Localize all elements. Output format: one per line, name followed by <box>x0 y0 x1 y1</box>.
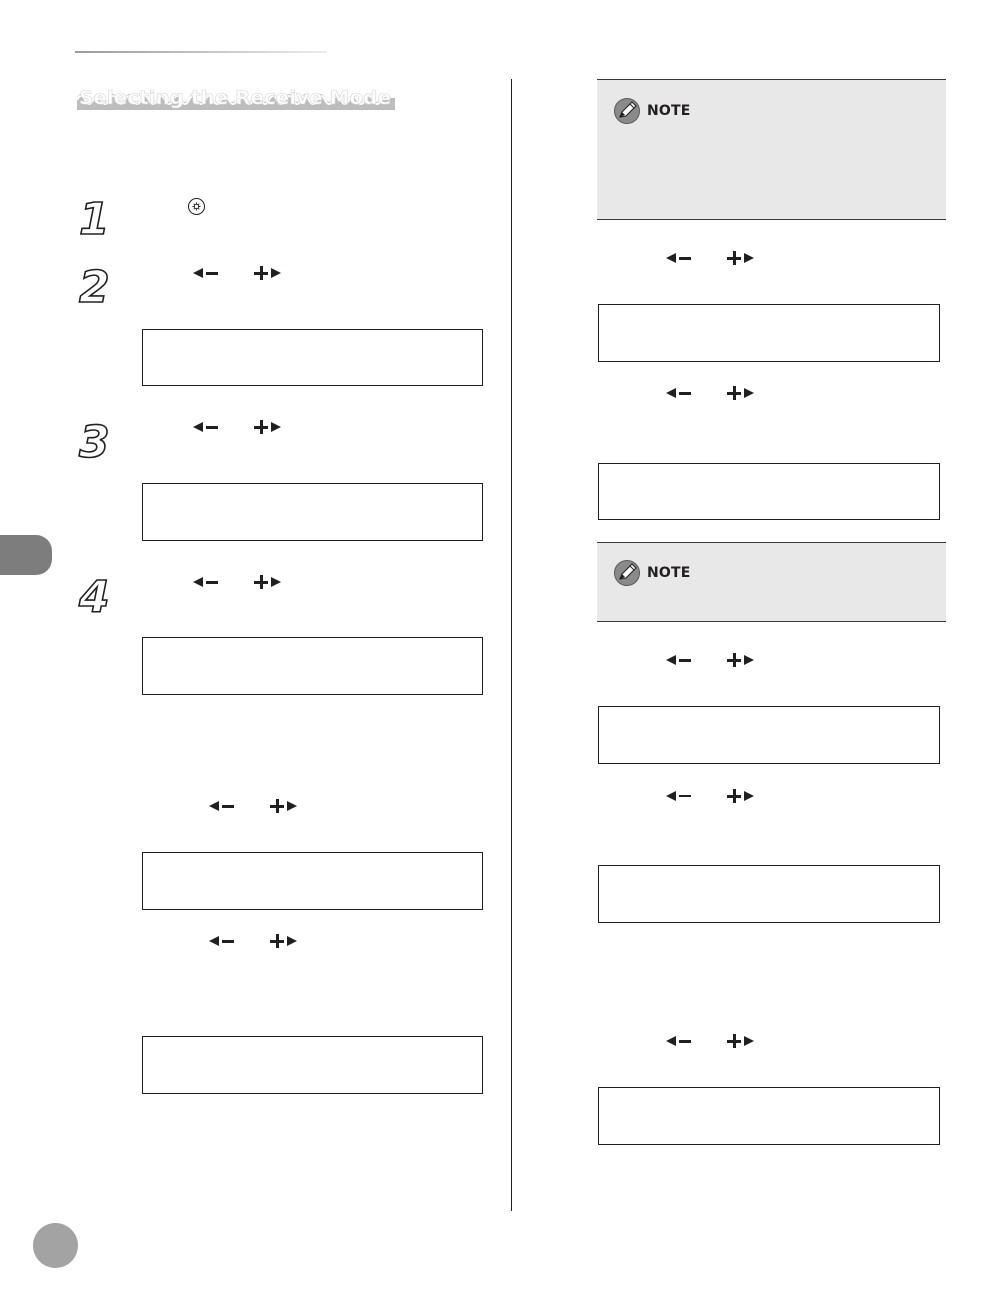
plus-right-arrow-icon <box>254 575 281 589</box>
right-a-button-pair <box>666 248 754 268</box>
right-e-button-pair <box>666 1031 754 1051</box>
chapter-tab <box>0 535 52 575</box>
column-divider <box>511 79 512 1211</box>
step-2-button-pair <box>193 263 281 283</box>
substep-a-button-pair <box>209 796 297 816</box>
note-box-2 <box>597 542 946 622</box>
section-title <box>77 86 395 110</box>
step-number-3: 3 <box>79 417 110 468</box>
right-c-button-pair <box>666 650 754 670</box>
substep-b-button-pair <box>209 931 297 951</box>
lcd-display-right-e <box>598 1087 940 1145</box>
pencil-note-icon <box>613 97 641 125</box>
lcd-display-right-a <box>598 304 940 362</box>
plus-right-arrow-icon <box>270 799 297 813</box>
plus-right-arrow-icon <box>254 420 281 434</box>
lcd-display-substep-b <box>142 1036 483 1094</box>
step-number-2: 2 <box>79 262 110 313</box>
note-box-1 <box>597 79 946 220</box>
lcd-display-step-3 <box>142 483 483 541</box>
left-arrow-minus-icon <box>666 655 691 665</box>
left-arrow-minus-icon <box>193 422 218 432</box>
left-arrow-minus-icon <box>666 388 691 398</box>
note-label: NOTE <box>647 103 691 119</box>
plus-right-arrow-icon <box>727 653 754 667</box>
header-rule <box>75 51 327 53</box>
pencil-note-icon <box>613 559 641 587</box>
settings-key-icon <box>188 198 205 215</box>
plus-right-arrow-icon <box>727 1034 754 1048</box>
step-number-1: 1 <box>79 194 110 245</box>
section-title-text: Selecting the Receive Mode <box>79 87 391 109</box>
left-arrow-minus-icon <box>666 1036 691 1046</box>
left-arrow-minus-icon <box>666 791 691 801</box>
section-title-band <box>77 86 395 110</box>
lcd-display-right-d <box>598 865 940 923</box>
right-d-button-pair <box>666 786 754 806</box>
lcd-display-step-2 <box>142 329 483 386</box>
step-number-4: 4 <box>79 572 110 623</box>
plus-right-arrow-icon <box>727 251 754 265</box>
lcd-display-right-b <box>598 463 940 520</box>
left-arrow-minus-icon <box>193 577 218 587</box>
left-arrow-minus-icon <box>193 268 218 278</box>
plus-right-arrow-icon <box>727 386 754 400</box>
page-number-badge <box>33 1223 78 1268</box>
lcd-display-step-4 <box>142 637 483 695</box>
left-arrow-minus-icon <box>209 936 234 946</box>
right-b-button-pair <box>666 383 754 403</box>
plus-right-arrow-icon <box>254 266 281 280</box>
plus-right-arrow-icon <box>727 789 754 803</box>
left-arrow-minus-icon <box>209 801 234 811</box>
left-arrow-minus-icon <box>666 253 691 263</box>
step-3-button-pair <box>193 417 281 437</box>
step-4-button-pair <box>193 572 281 592</box>
note-heading <box>613 97 691 125</box>
lcd-display-right-c <box>598 706 940 764</box>
note-heading <box>613 559 691 587</box>
lcd-display-substep-a <box>142 852 483 910</box>
plus-right-arrow-icon <box>270 934 297 948</box>
note-label: NOTE <box>647 565 691 581</box>
